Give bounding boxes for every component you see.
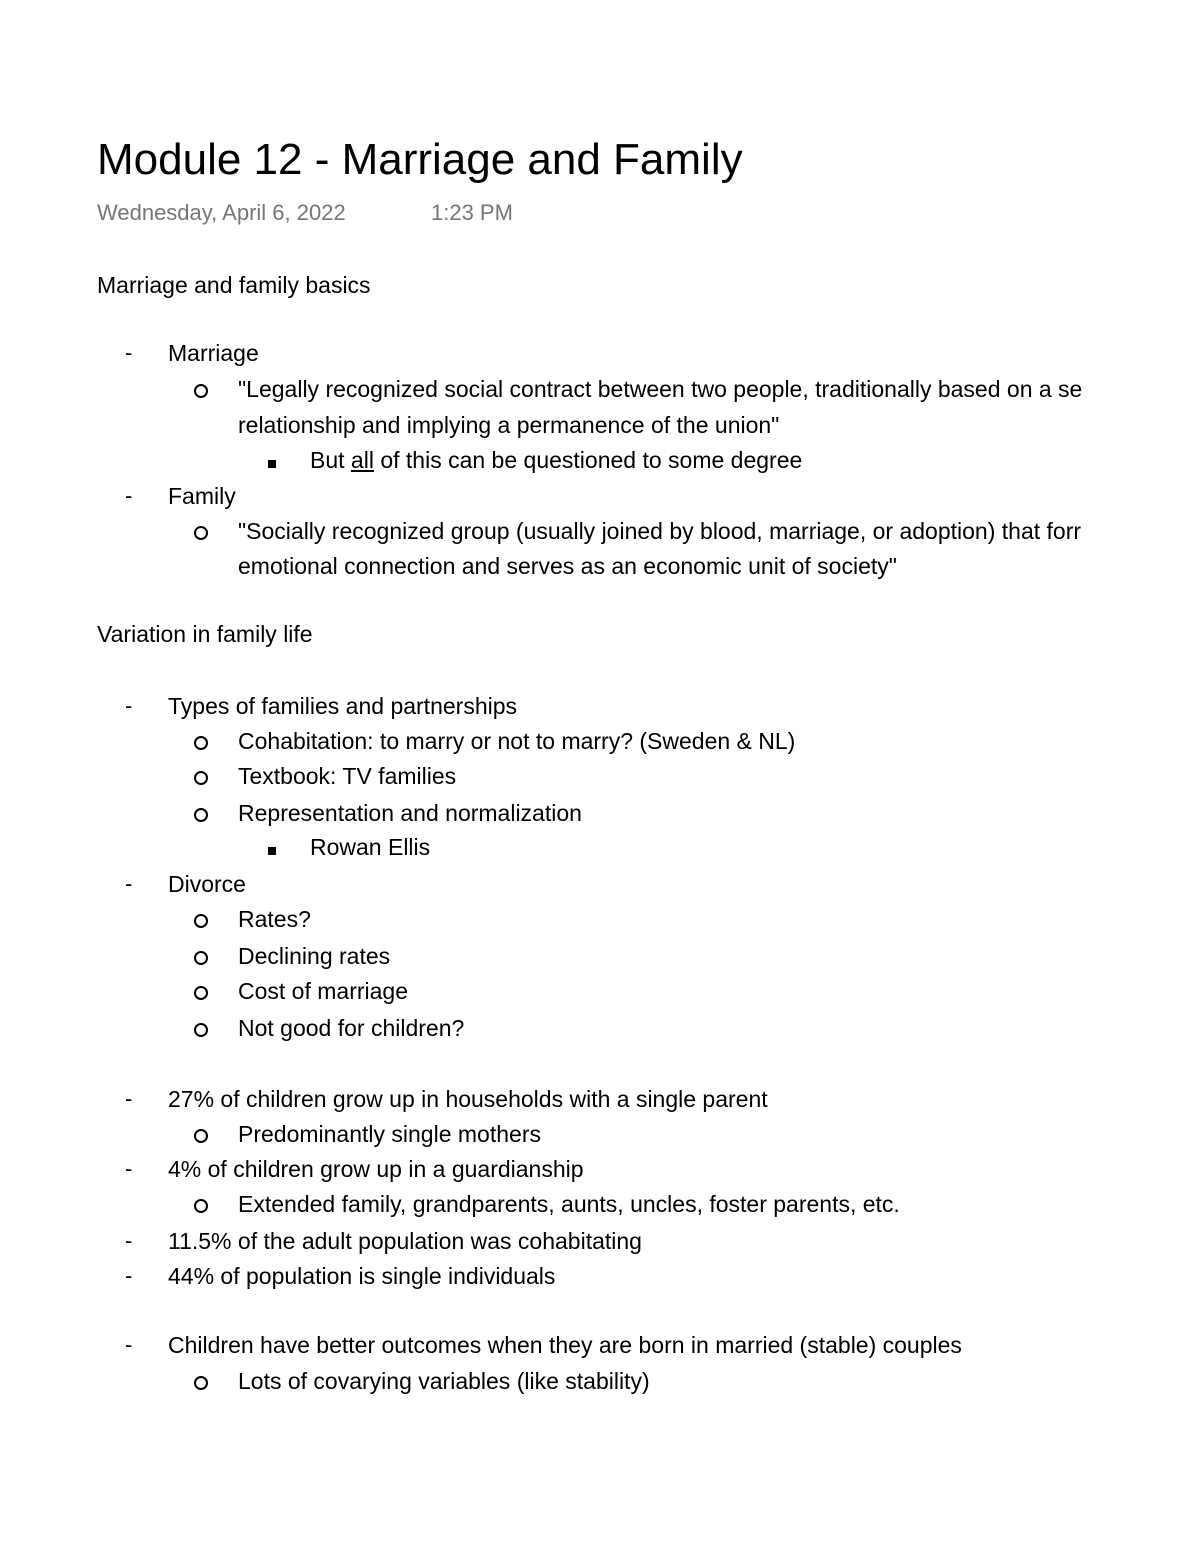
- list-item-divorce: Divorce: [168, 871, 246, 897]
- circle-bullet: [194, 941, 208, 972]
- circle-bullet: [194, 726, 208, 757]
- dash-bullet: -: [125, 1263, 133, 1288]
- note-date: Wednesday, April 6, 2022: [97, 200, 346, 225]
- note-time: 1:23 PM: [431, 200, 513, 225]
- family-definition-line-1: "Socially recognized group (usually joined by blood, marriage, or adoption) that forr: [238, 518, 1082, 544]
- marriage-definition-line-2: relationship and implying a permanence of the union": [238, 412, 780, 438]
- circle-bullet: [194, 976, 208, 1007]
- list-item-marriage: Marriage: [168, 340, 259, 366]
- list-item-outcomes: Children have better outcomes when they are born in married (stable) couples: [168, 1332, 962, 1358]
- circle-bullet: [194, 1366, 208, 1397]
- list-subitem: Extended family, grandparents, aunts, uncles, foster parents, etc.: [238, 1191, 900, 1217]
- list-subitem: Cost of marriage: [238, 978, 409, 1004]
- circle-bullet: [194, 761, 208, 792]
- underlined-word: all: [350, 447, 374, 473]
- list-item-family: Family: [168, 483, 236, 509]
- list-subitem: Textbook: TV families: [238, 763, 457, 789]
- dash-bullet: -: [125, 1086, 133, 1111]
- dash-bullet: -: [125, 1332, 133, 1357]
- list-item-single-parent: 27% of children grow up in households with a single parent: [168, 1086, 768, 1112]
- circle-bullet: [194, 516, 208, 547]
- list-subitem: Predominantly single mothers: [238, 1121, 541, 1147]
- marriage-definition-line-1: "Legally recognized social contract between two people, traditionally based on a se: [238, 376, 1083, 402]
- dash-bullet: -: [125, 693, 133, 718]
- dash-bullet: -: [125, 340, 133, 365]
- circle-bullet: [194, 1189, 208, 1220]
- list-subitem: Representation and normalization: [238, 800, 582, 826]
- dash-bullet: -: [125, 483, 133, 508]
- family-definition-line-2: emotional connection and serves as an economic unit of society": [238, 553, 897, 579]
- list-item-singles: 44% of population is single individuals: [168, 1263, 556, 1289]
- dash-bullet: -: [125, 1228, 133, 1253]
- list-item-cohabitating: 11.5% of the adult population was cohabitating: [168, 1228, 642, 1254]
- list-subitem: Cohabitation: to marry or not to marry? (Sweden & NL): [238, 728, 796, 754]
- page-title: Module 12 - Marriage and Family: [97, 135, 743, 184]
- square-bullet: [268, 832, 276, 862]
- circle-bullet: [194, 1013, 208, 1044]
- square-bullet: [268, 445, 276, 475]
- dash-bullet: -: [125, 1156, 133, 1181]
- list-item-types: Types of families and partnerships: [168, 693, 518, 719]
- marriage-note: But all of this can be questioned to some degree: [310, 447, 803, 473]
- circle-bullet: [194, 904, 208, 935]
- circle-bullet: [194, 1119, 208, 1150]
- list-subsubitem: Rowan Ellis: [310, 834, 431, 860]
- note-timestamp: [97, 198, 513, 228]
- list-subitem: Declining rates: [238, 943, 391, 969]
- list-subitem: Rates?: [238, 906, 311, 932]
- list-item-guardianship: 4% of children grow up in a guardianship: [168, 1156, 584, 1182]
- dash-bullet: -: [125, 871, 133, 896]
- circle-bullet: [194, 798, 208, 829]
- section-heading-basics: Marriage and family basics: [97, 272, 371, 298]
- list-subitem: Lots of covarying variables (like stability): [238, 1368, 650, 1394]
- circle-bullet: [194, 374, 208, 405]
- section-heading-variation: Variation in family life: [97, 621, 313, 647]
- list-subitem: Not good for children?: [238, 1015, 465, 1041]
